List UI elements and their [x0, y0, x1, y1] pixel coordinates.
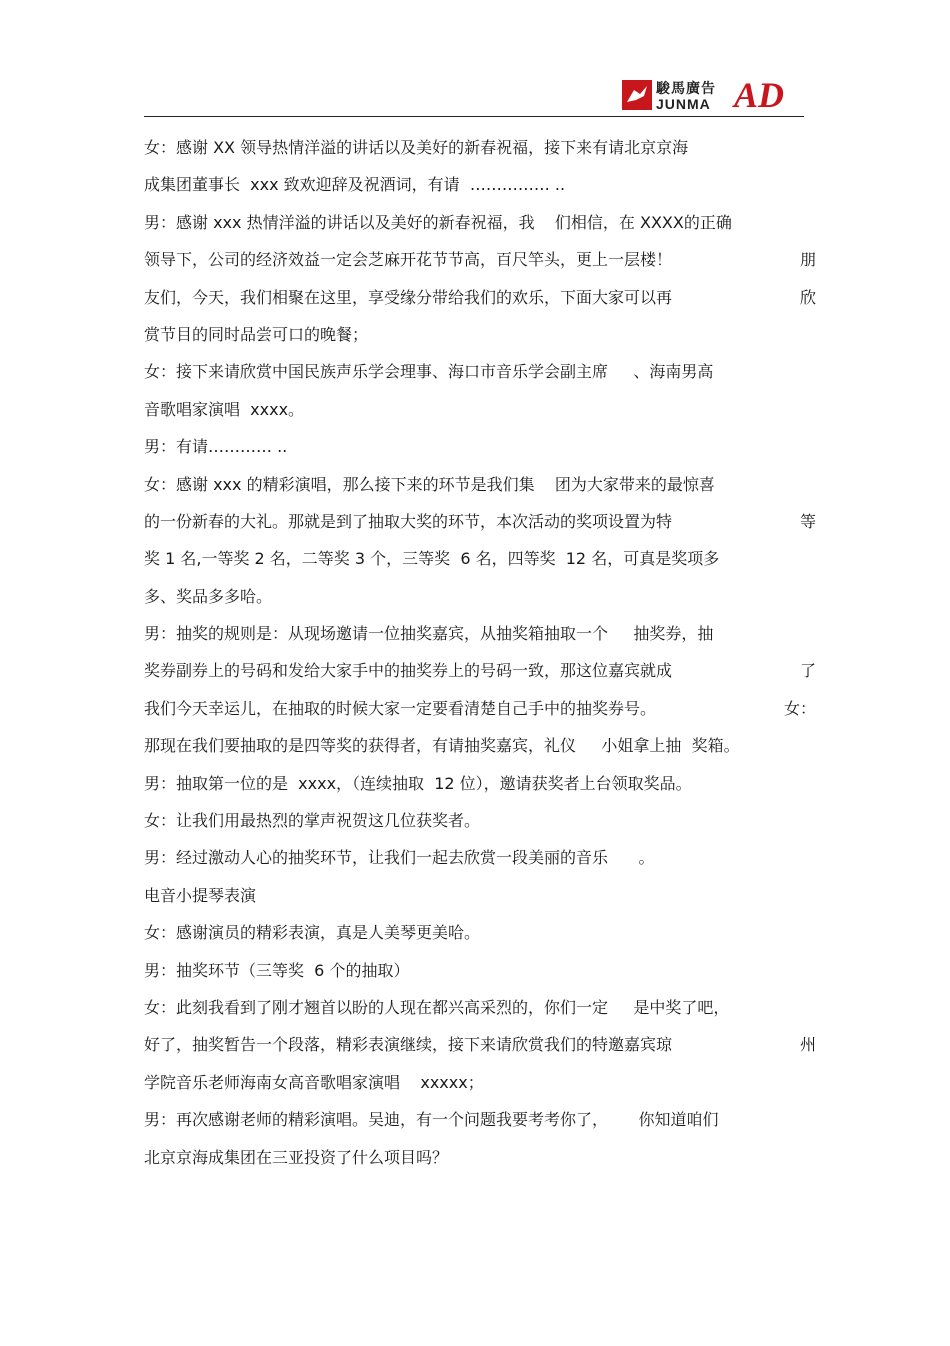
header-rule	[144, 116, 804, 117]
text-line: 电音小提琴表演	[144, 885, 257, 905]
text-line: 女：感谢 xxx 的精彩演唱，那么接下来的环节是我们集 团为大家带来的最惊喜	[144, 474, 715, 494]
text-line: 男：经过激动人心的抽奖环节，让我们一起去欣赏一段美丽的音乐 。	[144, 848, 655, 868]
text-line: 多、奖品多多哈。	[144, 586, 273, 606]
text-line: 男：抽奖环节（三等奖 6 个的抽取）	[144, 960, 410, 980]
text-line: 女：此刻我看到了刚才翘首以盼的人现在都兴高采烈的，你们一定 是中奖了吧，	[144, 997, 730, 1017]
text-line: 女：接下来请欣赏中国民族声乐学会理事、海口市音乐学会副主席 、海南男高	[144, 362, 714, 382]
text-line: 男：抽奖的规则是：从现场邀请一位抽奖嘉宾，从抽奖箱抽取一个 抽奖券，抽	[144, 624, 714, 644]
text-line: 男：再次感谢老师的精彩演唱。吴迪，有一个问题我要考考你了， 你知道咱们	[144, 1110, 719, 1130]
logo-cn: 駿馬廣告	[656, 81, 716, 97]
text-line: 好了，抽奖暂告一个段落，精彩表演继续，接下来请欣赏我们的特邀嘉宾琼 州	[144, 1035, 816, 1055]
text-line: 奖券副券上的号码和发给大家手中的抽奖券上的号码一致，那这位嘉宾就成 了	[144, 661, 816, 681]
document-body	[144, 129, 816, 1176]
text-line: 奖 1 名,一等奖 2 名，二等奖 3 个，三等奖 6 名，四等奖 12 名，可真是奖项多	[144, 549, 720, 569]
text-line: 友们，今天，我们相聚在这里，享受缘分带给我们的欢乐，下面大家可以再 欣	[144, 287, 816, 307]
text-line: 赏节目的同时品尝可口的晚餐；	[144, 324, 369, 344]
text-line: 音歌唱家演唱 xxxx。	[144, 399, 305, 419]
logo-ad: AD	[734, 75, 785, 115]
text-line: 学院音乐老师海南女高音歌唱家演唱 xxxxx；	[144, 1072, 484, 1092]
text-line: 领导下，公司的经济效益一定会芝麻开花节节高，百尺竿头，更上一层楼！ 朋	[144, 250, 816, 270]
text-line: 男：有请………… ..	[144, 437, 288, 457]
text-line: 我们今天幸运儿，在抽取的时候大家一定要看清楚自己手中的抽奖券号。 女：	[144, 698, 816, 718]
text-line: 男：感谢 xxx 热情洋溢的讲话以及美好的新春祝福，我 们相信，在 XXXX的正确	[144, 212, 732, 232]
text-line: 那现在我们要抽取的是四等奖的获得者，有请抽奖嘉宾，礼仪 小姐拿上抽 奖箱。	[144, 736, 740, 756]
text-line: 女：感谢 XX 领导热情洋溢的讲话以及美好的新春祝福，接下来有请北京京海	[144, 138, 689, 157]
junma-horse-icon	[622, 80, 652, 110]
text-line: 女：让我们用最热烈的掌声祝贺这几位获奖者。	[144, 811, 481, 831]
junma-ad-logo	[622, 76, 807, 116]
text-line: 女：感谢演员的精彩表演，真是人美琴更美哈。	[144, 923, 481, 943]
logo-en: JUNMA	[656, 96, 711, 112]
text-line: 成集团董事长 xxx 致欢迎辞及祝酒词，有请 …………… ..	[144, 175, 566, 195]
text-line: 男：抽取第一位的是 xxxx，（连续抽取 12 位），邀请获奖者上台领取奖品。	[144, 773, 692, 793]
text-line: 北京京海成集团在三亚投资了什么项目吗？	[144, 1147, 449, 1167]
text-line: 的一份新春的大礼。那就是到了抽取大奖的环节，本次活动的奖项设置为特 等	[144, 511, 816, 531]
